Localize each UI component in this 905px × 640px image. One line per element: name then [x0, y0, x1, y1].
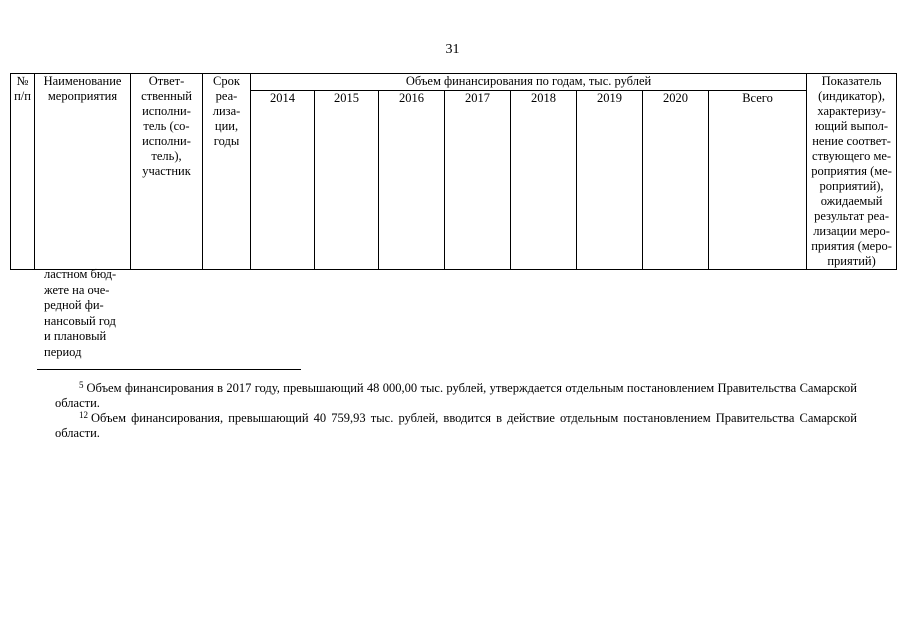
footnote-12 — [55, 411, 857, 441]
footnote-5 — [55, 381, 857, 411]
header-year-2018: 2018 — [511, 90, 577, 269]
header-name: Наименование мероприятия — [35, 74, 131, 270]
header-indicator: Показатель (индикатор), характеризу-ющий выпол-нение соответ-ствующего ме-роприятия (ме-роприятий), ожидаемый результат реа-лизации меро-приятия (меро-приятий) — [807, 74, 897, 270]
header-term: Срок реа-лиза-ции, годы — [203, 74, 251, 270]
footnote-text: Объем финансирования в 2017 году, превышающий 48 000,00 тыс. рублей, утверждается отдельным постановлением Правительства Самарской области. — [55, 381, 857, 410]
header-year-2015: 2015 — [315, 90, 379, 269]
header-total: Всего — [709, 90, 807, 269]
footnote-text: Объем финансирования, превышающий 40 759,93 тыс. рублей, вводится в действие отдельным постановлением Правительства Самарской области. — [55, 411, 857, 440]
header-year-2016: 2016 — [379, 90, 445, 269]
footnote-divider — [37, 369, 301, 370]
header-executor: Ответ-ственный исполни-тель (со-исполни-тель), участник — [131, 74, 203, 270]
header-year-2017: 2017 — [445, 90, 511, 269]
header-year-2019: 2019 — [577, 90, 643, 269]
footnote-marker: 12 — [79, 410, 88, 420]
page-number: 31 — [445, 42, 460, 57]
footnote-marker: 5 — [79, 380, 84, 390]
header-year-2020: 2020 — [643, 90, 709, 269]
header-year-2014: 2014 — [251, 90, 315, 269]
header-num: № п/п — [11, 74, 35, 270]
header-financing-group: Объем финансирования по годам, тыс. рублей — [251, 74, 807, 91]
financing-table — [10, 73, 897, 270]
continuation-text: ластном бюд- жете на оче- редной фи- нансовый год и плановый период — [44, 267, 117, 359]
